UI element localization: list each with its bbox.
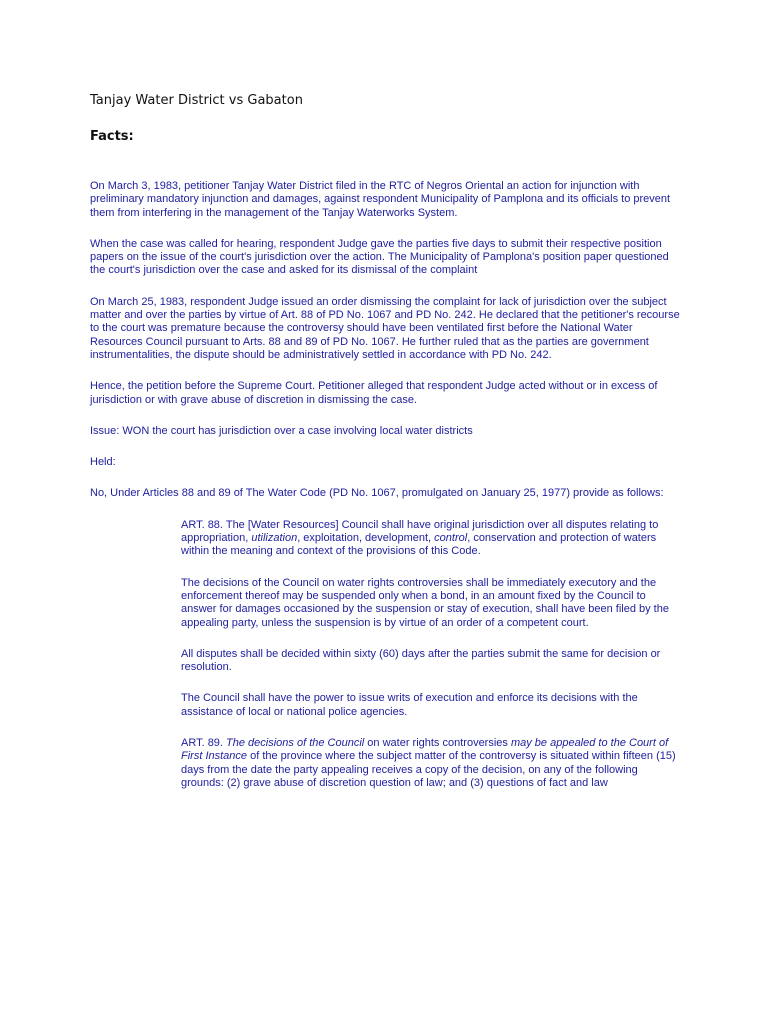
art89-text-a: ART. 89. [181, 737, 227, 750]
art88-text-b: , exploitation, development, [297, 532, 435, 545]
art88-italic-control: control [434, 532, 468, 545]
art89-paragraph [181, 737, 676, 790]
art88-paragraph-2: The decisions of the Council on water rights controversies shall be immediately executory and the enforcement thereof may be suspended only when a bond, in an amount fixed by the Council to answer for damages occasioned by the suspension or stay of execution, shall have been filed by the appealing party, unless the suspension is by virtue of an order of a competent court. [181, 576, 669, 629]
facts-paragraph-1: On March 3, 1983, petitioner Tanjay Water District filed in the RTC of Negros Oriental an action for injunction with preliminary mandatory injunction and damages, against respondent Municipality of Pamplona and its officials to prevent them from interfering in the management of the Tanjay Waterworks System. [90, 180, 671, 219]
art89-italic-2: may be appealed to the Court of First Instance [181, 737, 669, 763]
held-intro: No, Under Articles 88 and 89 of The Water Code (PD No. 1067, promulgated on January 25, 1977) provide as follows: [90, 487, 664, 500]
art89-italic-1: The decisions of the Council [226, 737, 365, 750]
art89-text-c: of the province where the subject matter of the controversy is situated within fifteen (15) days from the date the party appealing receives a copy of the decision, on any of the following grounds: (2) grave abuse of discretion question of law; and (3) questions of fact and law [181, 750, 676, 789]
held-heading: Held: [90, 456, 116, 469]
art88-paragraph-3: All disputes shall be decided within sixty (60) days after the parties submit the same for decision or resolution. [181, 647, 661, 674]
art88-paragraph-1 [181, 519, 676, 559]
art88-paragraph-4: The Council shall have the power to issue writs of execution and enforce its decisions with the assistance of local or national police agencies. [181, 692, 638, 718]
art89-text-b: on water rights controversies [364, 737, 511, 750]
document-body [90, 180, 690, 808]
art88-text-c: , conservation and protection of waters within the meaning and context of the provisions of this Code. [181, 532, 657, 558]
facts-paragraph-2: When the case was called for hearing, respondent Judge gave the parties five days to submit their respective position papers on the issue of the court's jurisdiction over the action. The Municipality of Pamplona's position paper questioned the court's jurisdiction over the case and asked for its dismissal of the complaint [90, 237, 669, 277]
facts-paragraph-3: On March 25, 1983, respondent Judge issued an order dismissing the complaint for lack of jurisdiction over the subject matter and over the parties by virtue of Art. 88 of PD No. 1067 and PD No. 242. He declared that the petitioner's recourse to the court was premature because the controversy should have been ventilated first before the National Water Resources Council pursuant to Arts. 88 and 89 of PD No. 1067. He further ruled that as the parties are government instrumentalities, the dispute should be administratively settled in accordance with PD No. 242. [90, 295, 680, 361]
art88-italic-utilization: utilization [251, 532, 298, 545]
facts-heading: Facts: [90, 129, 134, 144]
issue-paragraph: Issue: WON the court has jurisdiction over a case involving local water districts [90, 424, 473, 437]
facts-paragraph-4: Hence, the petition before the Supreme Court. Petitioner alleged that respondent Judge acted without or in excess of jurisdiction or with grave abuse of discretion in dismissing the case. [90, 380, 658, 406]
art88-text-a: ART. 88. The [Water Resources] Council shall have original jurisdiction over all disputes relating to appropriation, [181, 518, 659, 545]
document-title: Tanjay Water District vs Gabaton [90, 93, 303, 108]
